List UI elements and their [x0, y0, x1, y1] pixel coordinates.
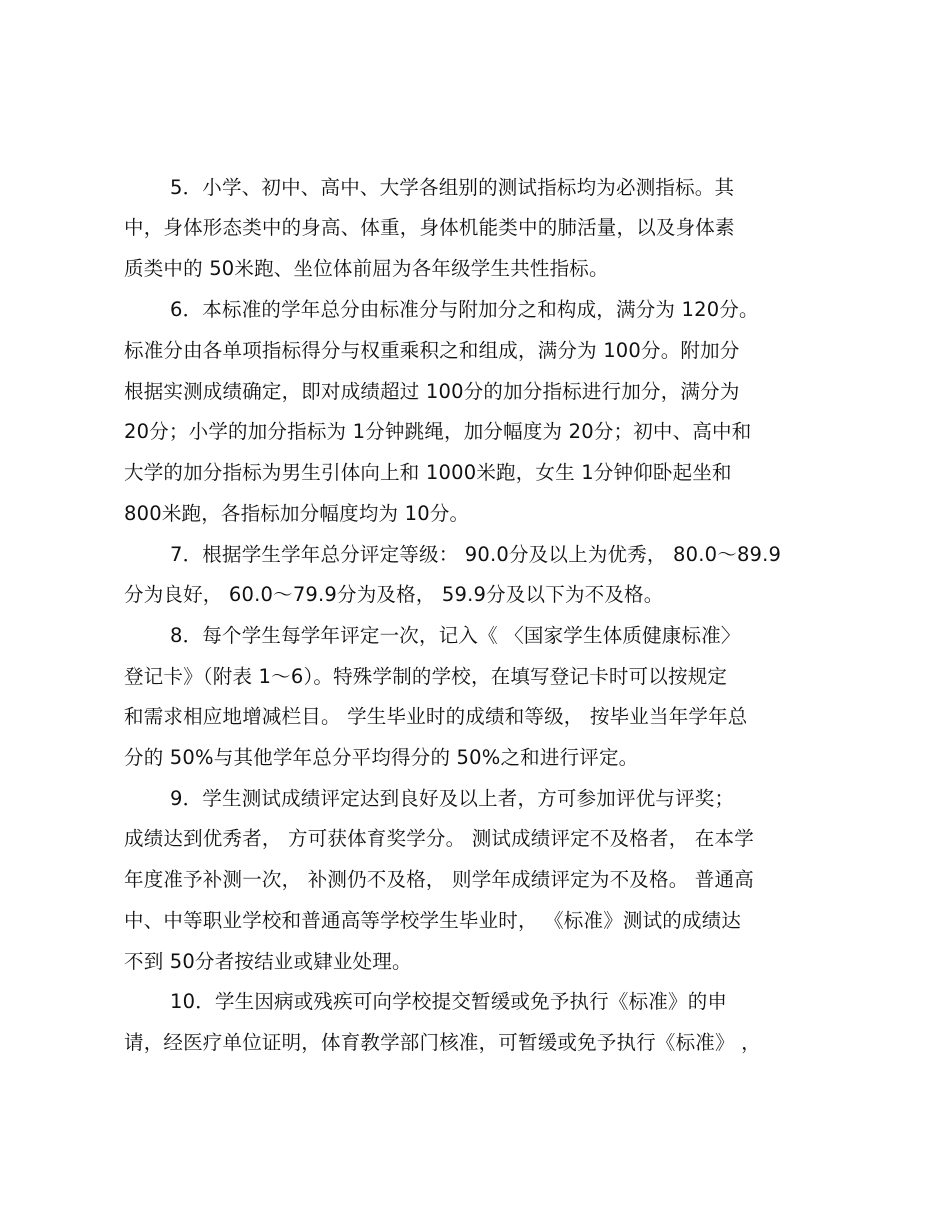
text-line: 5．小学、初中、高中、大学各组别的测试指标均为必测指标。其 [170, 176, 735, 199]
text-line: 年度准予补测一次， 补测仍不及格， 则学年成绩评定为不及格。 普通高 [124, 868, 754, 891]
text-line: 标准分由各单项指标得分与权重乘积之和组成，满分为 100分。附加分 [124, 339, 740, 362]
text-line: 大学的加分指标为男生引体向上和 1000米跑，女生 1分钟仰卧起坐和 [124, 461, 732, 484]
text-line: 中、中等职业学校和普通高等学校学生毕业时， 《标准》测试的成绩达 [124, 909, 742, 932]
text-line: 10．学生因病或残疾可向学校提交暂缓或免予执行《标准》的申 [170, 990, 728, 1013]
text-line: 分的 50%与其他学年总分平均得分的 50%之和进行评定。 [124, 746, 639, 769]
text-line: 20分；小学的加分指标为 1分钟跳绳，加分幅度为 20分；初中、高中和 [124, 420, 752, 443]
text-line: 8．每个学生每学年评定一次，记入《 〈国家学生体质健康标准〉 [170, 624, 741, 647]
text-line: 登记卡》（附表 1～6）。特殊学制的学校，在填写登记卡时可以按规定 [124, 665, 728, 688]
text-line: 根据实测成绩确定，即对成绩超过 100分的加分指标进行加分，满分为 [124, 380, 740, 403]
text-line: 分为良好， 60.0～79.9分为及格， 59.9分及以下为不及格。 [124, 583, 664, 606]
text-line: 请，经医疗单位证明，体育教学部门核准，可暂缓或免予执行《标准》 ， [124, 1031, 761, 1054]
text-line: 9．学生测试成绩评定达到良好及以上者，方可参加评优与评奖； [170, 787, 735, 810]
text-line: 6．本标准的学年总分由标准分与附加分之和构成，满分为 120分。 [170, 298, 759, 321]
text-line: 成绩达到优秀者， 方可获体育奖学分。 测试成绩评定不及格者， 在本学 [124, 827, 754, 850]
text-line: 和需求相应地增减栏目。 学生毕业时的成绩和等级， 按毕业当年学年总 [124, 705, 748, 728]
text-line: 中，身体形态类中的身高、体重，身体机能类中的肺活量，以及身体素 [124, 216, 735, 239]
text-line: 质类中的 50米跑、坐位体前屈为各年级学生共性指标。 [124, 257, 609, 280]
text-line: 7．根据学生学年总分评定等级： 90.0分及以上为优秀， 80.0～89.9 [170, 543, 782, 566]
text-line: 不到 50分者按结业或肄业处理。 [124, 950, 412, 973]
text-line: 800米跑，各指标加分幅度均为 10分。 [124, 502, 470, 525]
